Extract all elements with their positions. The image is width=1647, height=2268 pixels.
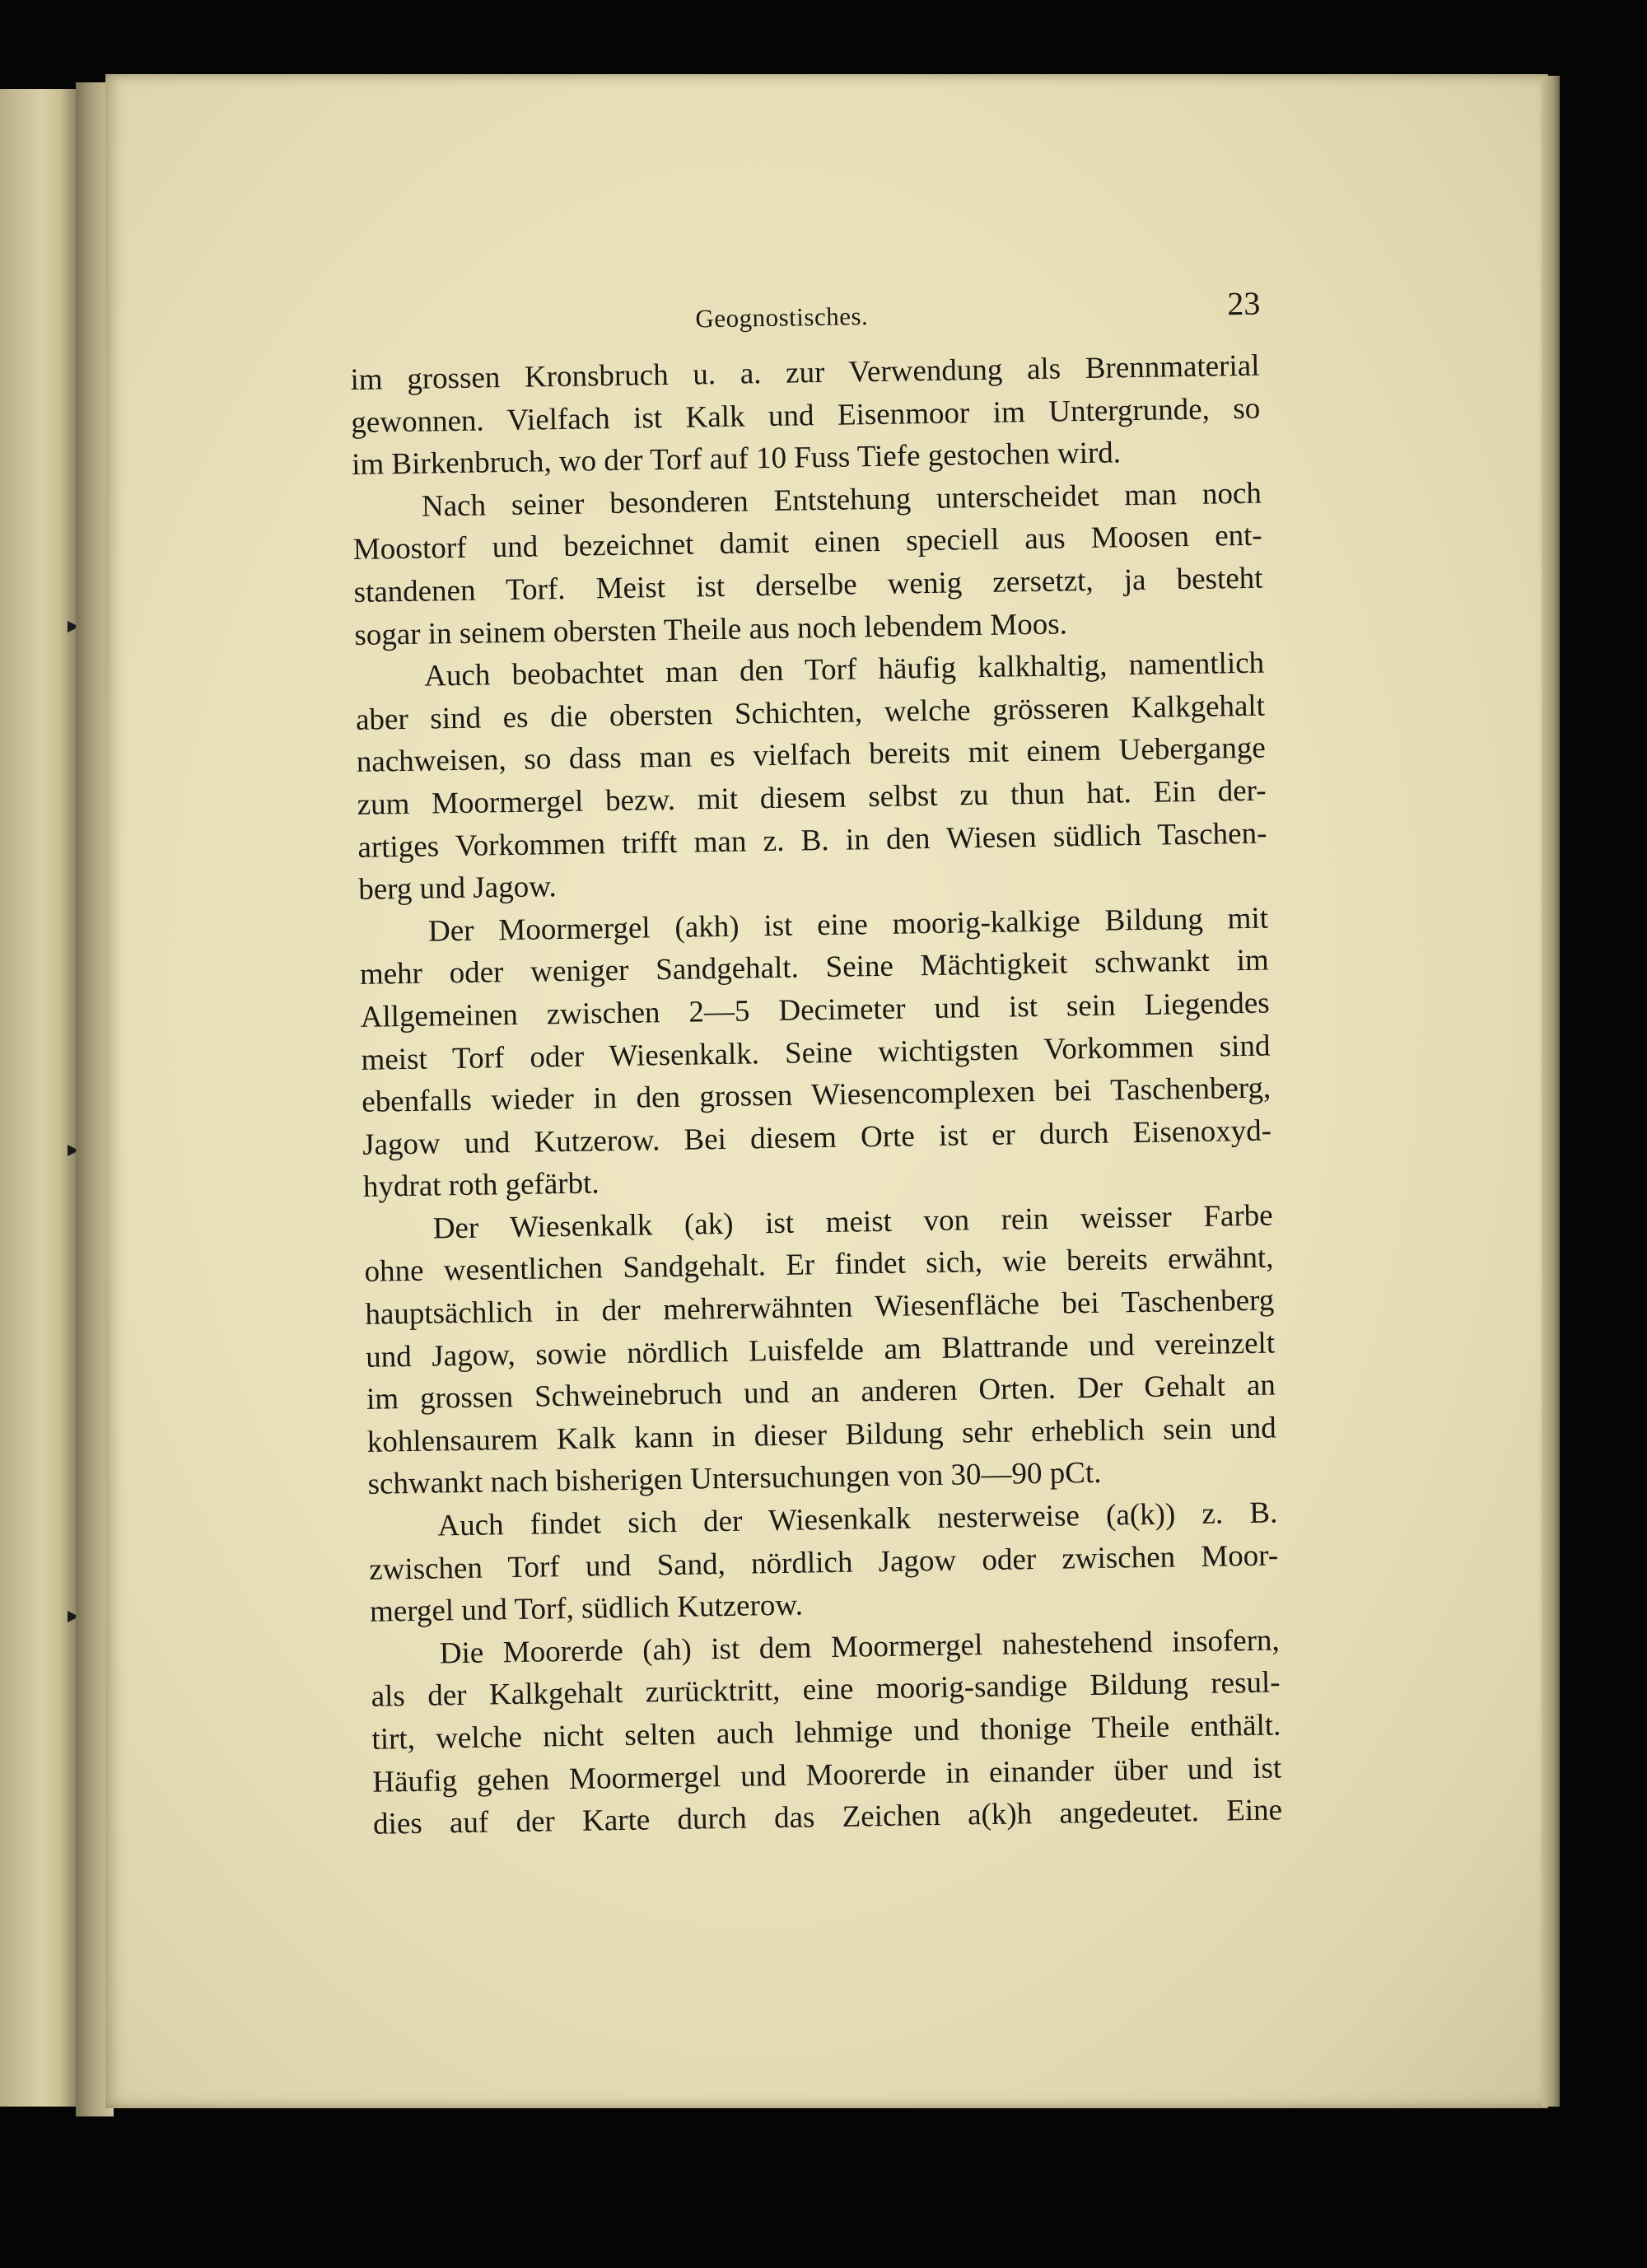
text-line: ebenfalls wieder in den grossen Wiesencomplexen bei Taschenberg,	[362, 1071, 1271, 1119]
page-text	[349, 284, 1282, 1846]
text-line: Häufig gehen Moormergel und Moorerde in einander über und ist	[371, 1751, 1282, 1799]
text-line: Moostorf und bezeichnet damit einen speciell aus Moosen ent-	[352, 518, 1262, 567]
text-line: aber sind es die obersten Schichten, welche grösseren Kalkgehalt	[355, 688, 1266, 737]
text-line: Auch beobachtet man den Torf häufig kalkhaltig, namentlich	[423, 646, 1265, 693]
text-line: Der Wiesenkalk (ak) ist meist von rein weisser Farbe	[432, 1198, 1273, 1246]
text-line: als der Kalkgehalt zurücktritt, eine moorig-sandige Bildung resul-	[371, 1665, 1281, 1715]
text-line: Auch findet sich der Wiesenkalk nesterweise (a(k)) z. B.	[437, 1496, 1278, 1543]
page-right-edge	[1542, 76, 1560, 2107]
text-line: im grossen Kronsbruch u. a. zur Verwendung als Brennmaterial	[350, 348, 1260, 397]
text-line: sogar in seinem obersten Theile aus noch lebendem Moos.	[354, 606, 1068, 652]
text-line: tirt, welche nicht selten auch lehmige und thonige Theile enthält.	[371, 1708, 1281, 1757]
text-line: mergel und Torf, südlich Kutzerow.	[369, 1588, 804, 1630]
page-number: 23	[1226, 284, 1261, 323]
text-line: zum Moormergel bezw. mit diesem selbst zu thun hat. Ein der-	[357, 773, 1267, 822]
body-text	[350, 345, 1282, 1846]
text-line: berg und Jagow.	[357, 870, 558, 908]
text-line: hauptsächlich in der mehrerwähnten Wiesenfläche bei Taschenberg	[365, 1283, 1275, 1332]
text-line: zwischen Torf und Sand, nördlich Jagow oder zwischen Moor-	[368, 1538, 1279, 1587]
text-line: gewonnen. Vielfach ist Kalk und Eisenmoor im Untergrunde, so	[351, 391, 1261, 440]
text-line: artiges Vorkommen trifft man z. B. in den Wiesen südlich Taschen-	[357, 816, 1267, 865]
text-line: meist Torf oder Wiesenkalk. Seine wichtigsten Vorkommen sind	[361, 1029, 1271, 1077]
text-line: Jagow und Kutzerow. Bei diesem Orte ist er durch Eisenoxyd-	[362, 1113, 1272, 1162]
text-line: Allgemeinen zwischen 2—5 Decimeter und ist sein Liegendes	[360, 986, 1270, 1034]
text-line: und Jagow, sowie nördlich Luisfelde am Blattrande und vereinzelt	[365, 1326, 1276, 1374]
text-line: hydrat roth gefärbt.	[362, 1166, 600, 1205]
text-line: im grossen Schweinebruch und an anderen Orten. Der Gehalt an	[366, 1368, 1276, 1417]
text-line: nachweisen, so dass man es vielfach bereits mit einem Uebergange	[356, 730, 1267, 780]
text-line: ohne wesentlichen Sandgehalt. Er findet sich, wie bereits erwähnt,	[364, 1240, 1274, 1290]
text-line: Der Moormergel (akh) ist eine moorig-kalkige Bildung mit	[427, 901, 1269, 949]
text-line: Nach seiner besonderen Entstehung unterscheidet man noch	[421, 476, 1262, 524]
running-head-title: Geognostisches.	[695, 301, 869, 334]
text-line: Die Moorerde (ah) ist dem Moormergel nahestehend insofern,	[439, 1623, 1281, 1671]
text-line: standenen Torf. Meist ist derselbe wenig zersetzt, ja besteht	[353, 561, 1263, 609]
text-line: schwankt nach bisherigen Untersuchungen von 30—90 pCt.	[367, 1456, 1102, 1502]
facing-page-edge	[0, 89, 76, 2107]
text-line: im Birkenbruch, wo der Torf auf 10 Fuss Tiefe gestochen wird.	[351, 436, 1122, 483]
text-line: dies auf der Karte durch das Zeichen a(k)h angedeutet. Eine	[372, 1793, 1283, 1841]
text-line: kohlensaurem Kalk kann in dieser Bildung sehr erheblich sein und	[366, 1411, 1277, 1459]
text-line: mehr oder weniger Sandgehalt. Seine Mächtigkeit schwankt im	[359, 943, 1270, 992]
